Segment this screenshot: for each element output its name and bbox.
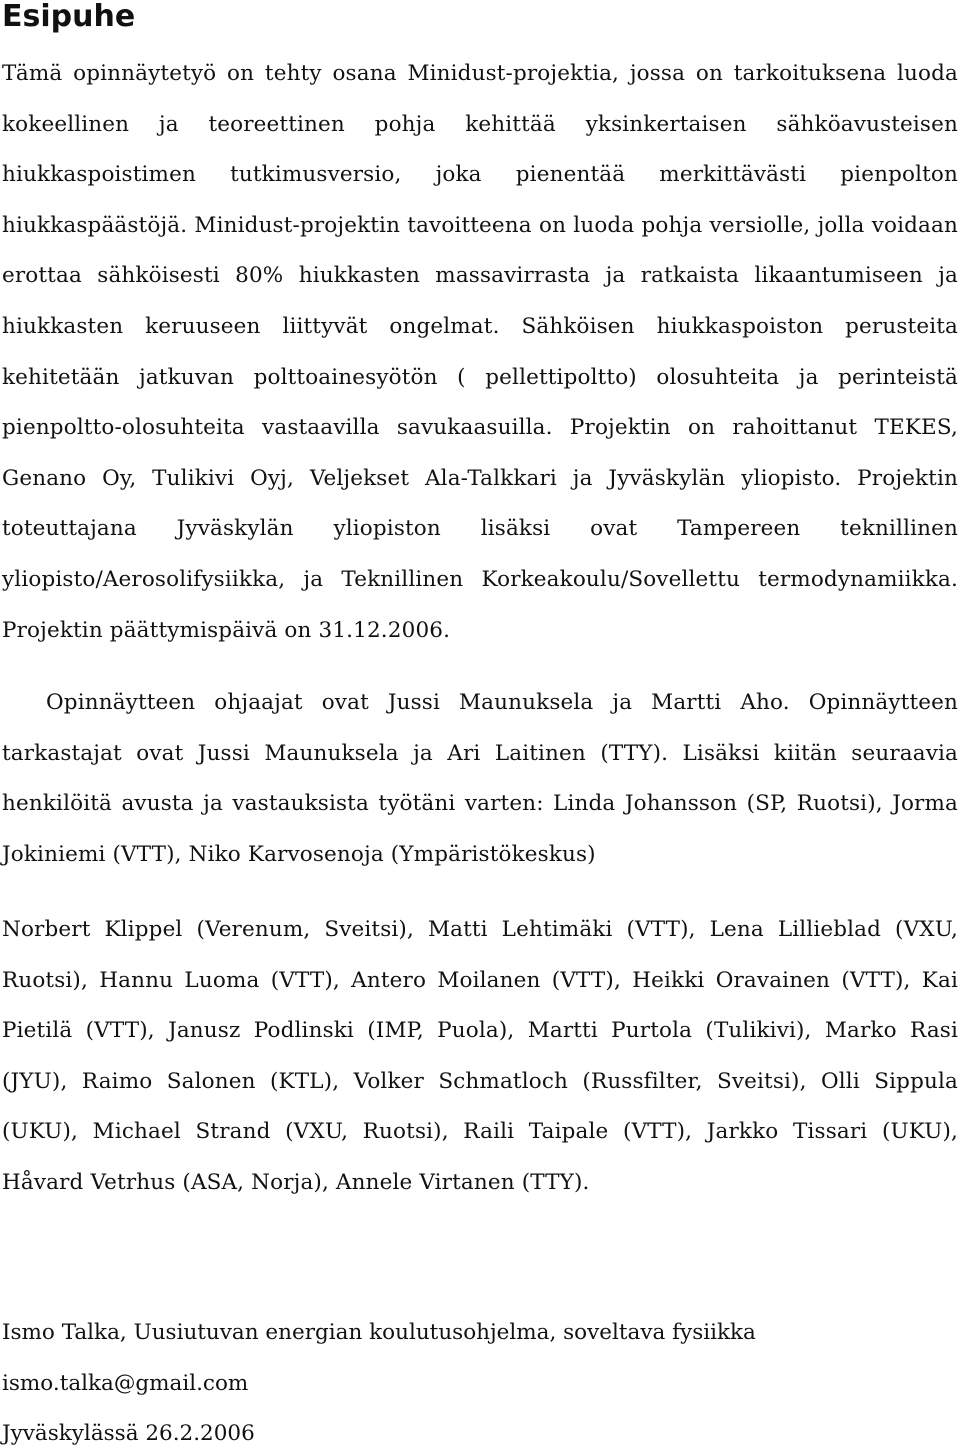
paragraph-acknowledgements: Opinnäytteen ohjaajat ovat Jussi Maunuksela ja Martti Aho. Opinnäytteen tarkastajat ovat Jussi Maunuksela ja Ari Laitinen (TTY). Lisäksi kiitän seuraavia henkilöitä avusta ja vastauksista työtäni varten: Linda Johansson (SP, Ruotsi), Jorma Jokiniemi (VTT), Niko Karvosenoja (Ympäristökeskus) xyxy=(2,690,958,867)
signature-place-date: Jyväskylässä 26.2.2006 xyxy=(2,1421,255,1446)
signature-name: Ismo Talka, Uusiutuvan energian koulutusohjelma, soveltava fysiikka xyxy=(2,1320,756,1345)
paragraph-acknowledged-persons: Norbert Klippel (Verenum, Sveitsi), Matti Lehtimäki (VTT), Lena Lillieblad (VXU, Ruotsi), Hannu Luoma (VTT), Antero Moilanen (VTT), Heikki Oravainen (VTT), Kai Pietilä (VTT), Janusz Podlinski (IMP, Puola), Martti Purtola (Tulikivi), Marko Rasi (JYU), Raimo Salonen (KTL), Volker Schmatloch (Russfilter, Sveitsi), Olli Sippula (UKU), Michael Strand (VXU, Ruotsi), Raili Taipale (VTT), Jarkko Tissari (UKU), Håvard Vetrhus (ASA, Norja), Annele Virtanen (TTY). xyxy=(2,917,958,1195)
page-title: Esipuhe xyxy=(2,0,136,34)
signature-email: ismo.talka@gmail.com xyxy=(2,1371,249,1396)
paragraph-project-description: Tämä opinnäytetyö on tehty osana Minidust-projektia, jossa on tarkoituksena luoda kokeellinen ja teoreettinen pohja kehittää yksinkertaisen sähköavusteisen hiukkaspoistimen tutkimusversio, joka pienentää merkittävästi pienpolton hiukkaspäästöjä. Minidust-projektin tavoitteena on luoda pohja versiolle, jolla voidaan erottaa sähköisesti 80% hiukkasten massavirrasta ja ratkaista likaantumiseen ja hiukkasten keruuseen liittyvät ongelmat. Sähköisen hiukkaspoiston perusteita kehitetään jatkuvan polttoainesyötön ( pellettipoltto) olosuhteita ja perinteistä pienpoltto-olosuhteita vastaavilla savukaasuilla. Projektin on rahoittanut TEKES, Genano Oy, Tulikivi Oyj, Veljekset Ala-Talkkari ja Jyväskylän yliopisto. Projektin toteuttajana Jyväskylän yliopiston lisäksi ovat Tampereen teknillinen yliopisto/Aerosolifysiikka, ja Teknillinen Korkeakoulu/Sovellettu termodynamiikka. Projektin päättymispäivä on 31.12.2006. xyxy=(2,61,958,643)
